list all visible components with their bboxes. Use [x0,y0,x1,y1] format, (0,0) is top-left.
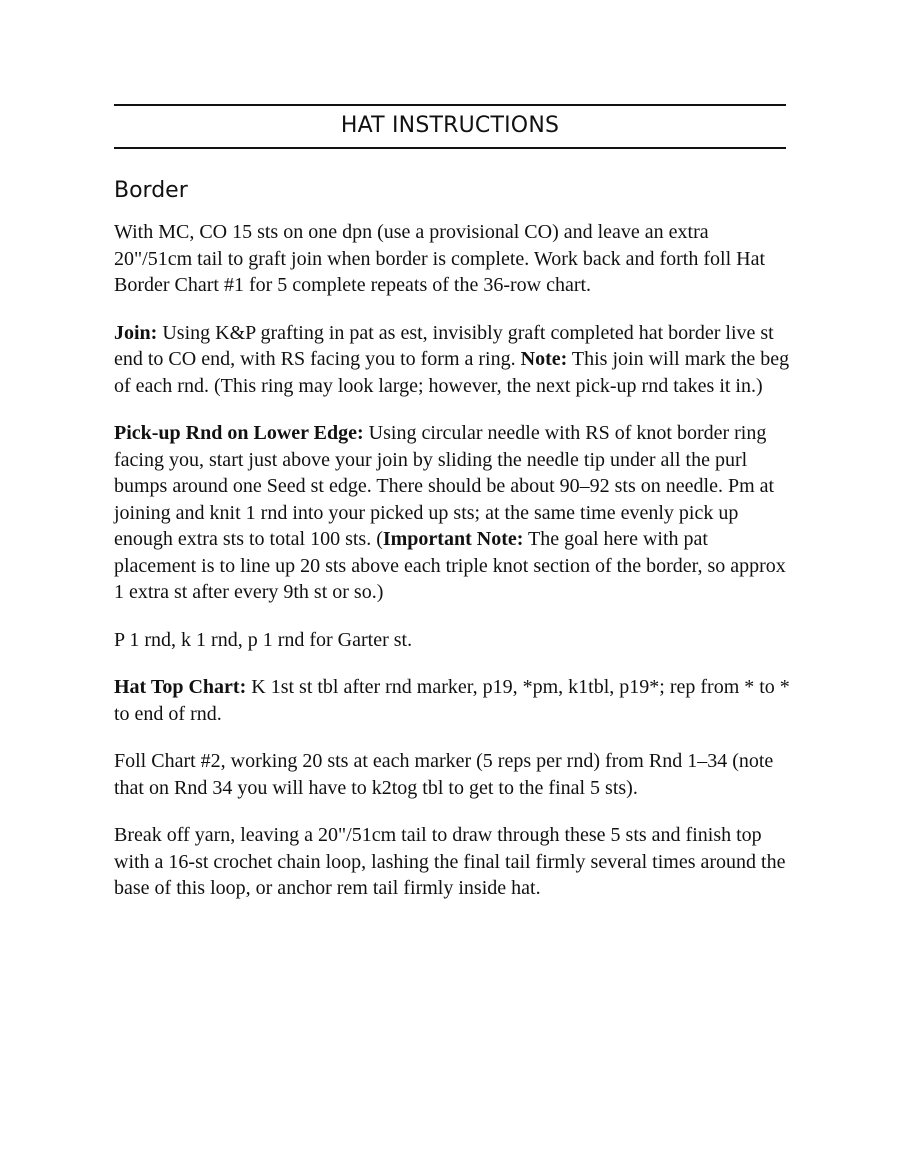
paragraph-garter: P 1 rnd, k 1 rnd, p 1 rnd for Garter st. [114,628,413,651]
paragraph-chart-2: Foll Chart #2, working 20 sts at each marker (5 reps per rnd) from Rnd 1–34 (note that on Rnd 34 you will have to k2tog tbl to get to the final 5 sts). [114,750,774,799]
paragraph-join [114,320,790,400]
pickup-text: Using circular needle with RS of knot border ring facing you, start just above your join by sliding the needle tip under all the purl bumps around one Seed st edge. There should be about 90–92 sts on needle. Pm at joining and knit 1 rnd into your picked up sts; at the same time evenly pick up enough extra sts to total 100 sts. ( [114,422,775,550]
paragraph-hat-top [114,674,790,727]
section-heading: Border [114,178,188,203]
paragraph-finish: Break off yarn, leaving a 20"/51cm tail to draw through these 5 sts and finish top with a 16-st crochet chain loop, lashing the final tail firmly several times around the base of this loop, or anchor rem tail firmly inside hat. [114,824,786,899]
page-title: HAT INSTRUCTIONS [340,113,560,138]
note-text: This join will mark the beg of each rnd. (This ring may look large; however, the next pick-up rnd takes it in.) [114,348,790,397]
instructions-body [114,219,790,923]
hat-top-label: Hat Top Chart: [114,676,247,698]
note-label: Note: [520,348,568,370]
top-rule [114,104,786,106]
paragraph-pickup [114,420,790,606]
bottom-rule [114,147,786,149]
join-label: Join: [114,321,158,344]
pickup-label: Pick-up Rnd on Lower Edge: [114,422,364,444]
hat-top-text: K 1st st tbl after rnd marker, p19, *pm, k1tbl, p19*; rep from * to * to end of rnd. [114,676,790,725]
paragraph-cast-on: With MC, CO 15 sts on one dpn (use a provisional CO) and leave an extra 20"/51cm tail to graft join when border is complete. Work back and forth foll Hat Border Chart #1 for 5 complete repeats of the 36-row chart. [114,221,766,296]
important-note-label: Important Note: [382,528,524,550]
join-text: Using K&P grafting in pat as est, invisibly graft completed hat border live st end to CO end, with RS facing you to form a ring. [114,321,774,370]
important-note-text: The goal here with pat placement is to line up 20 sts above each triple knot section of the border, so approx 1 extra st after every 9th st or so.) [114,528,786,603]
